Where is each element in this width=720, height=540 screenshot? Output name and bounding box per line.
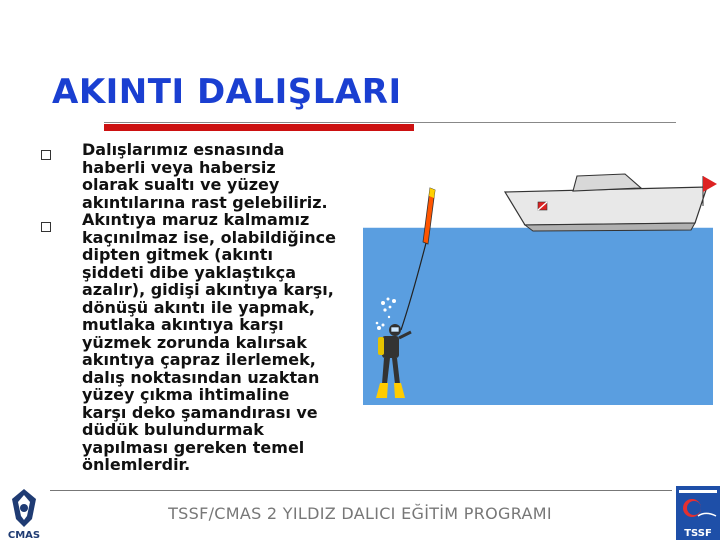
body-text: Dalışlarımız esnasında haberli veya habersiz olarak sualtı ve yüzey akıntılarına rast gelebiliriz. Akıntıya maruz kalmamız kaçınılmaz ise, olabildiğince dipten gitmek (akıntı şiddeti dibe yaklaştıkça azalır), gidişi akıntıya karşı, dönüşü akıntı ile yapmak, mutlaka akıntıya karşı yüzmek zorunda kalırsak akıntıya çapraz ilerlemek, dalış noktasından uzaktan yüzey çıkma ihtimaline karşı deko şamandırası ve düdük bulundurmak yapılması gereken temel önlemlerdir. xyxy=(82,140,336,474)
bullet-1 xyxy=(41,150,51,160)
slide-title: AKINTI DALIŞLARI xyxy=(52,72,402,112)
title-accent-bar xyxy=(104,124,414,131)
cmas-logo xyxy=(2,487,46,540)
title-divider xyxy=(104,122,676,123)
svg-text:TSSF: TSSF xyxy=(684,528,712,539)
tssf-logo xyxy=(676,486,720,540)
water-area xyxy=(363,227,713,405)
boat-illustration xyxy=(505,174,717,231)
current-diving-illustration xyxy=(355,170,720,415)
bullet-2 xyxy=(41,222,51,232)
svg-text:CMAS: CMAS xyxy=(7,530,41,540)
footer-title: TSSF/CMAS 2 YILDIZ DALICI EĞİTİM PROGRAMI xyxy=(168,504,552,523)
footer-divider xyxy=(50,490,672,491)
